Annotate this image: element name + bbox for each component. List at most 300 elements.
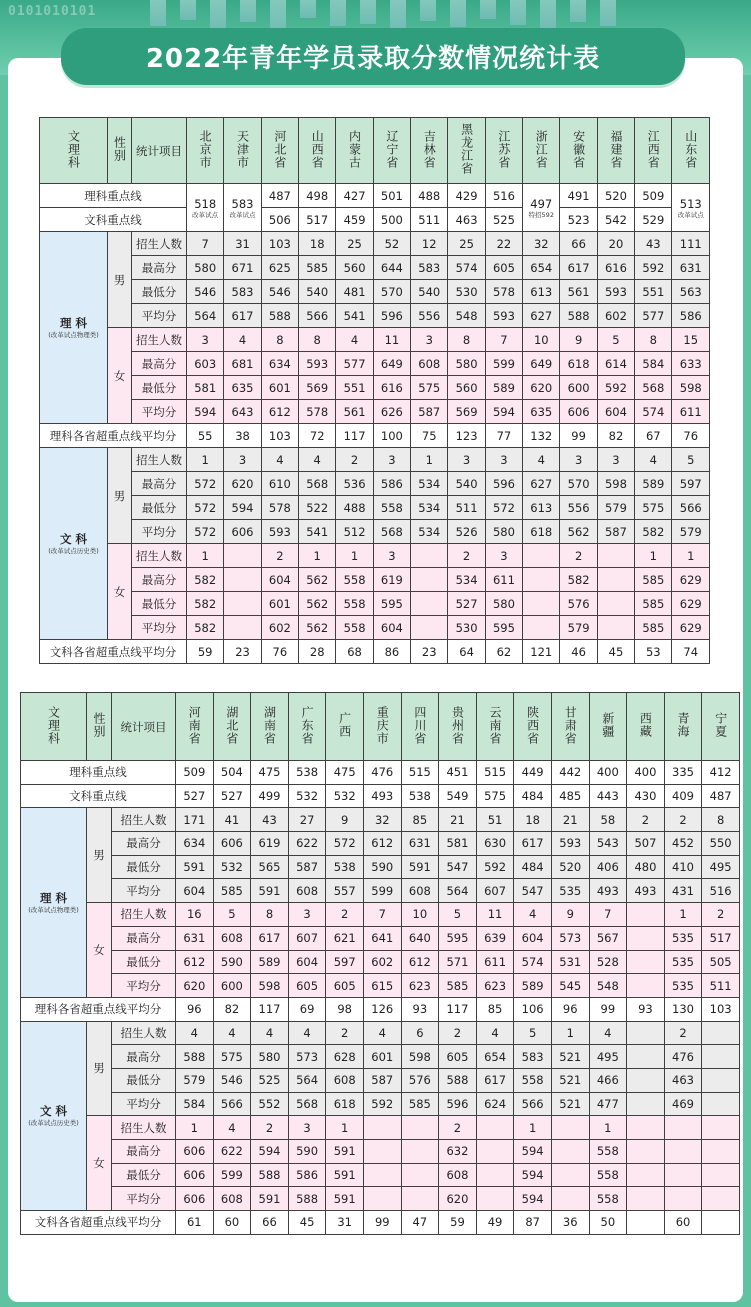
wen-male-value: 526 [448,520,485,544]
wen-male-value: 2 [439,1021,477,1045]
wen-male-value: 572 [187,520,224,544]
li-female-value: 4 [514,903,552,927]
li-key-merged-cell [187,184,224,232]
li-male-value: 495 [702,855,740,879]
li-avg-value: 72 [299,424,336,448]
province-name: 江苏省 [496,129,511,169]
li-female-value [627,950,665,974]
wen-female-value: 530 [448,616,485,640]
stat-label: 最高分 [112,832,176,856]
li-male-value: 85 [401,808,439,832]
li-female-value: 1 [664,903,702,927]
province-header [187,118,224,184]
li-male-value: 43 [251,808,289,832]
li-male-value: 540 [411,280,448,304]
li-male-value: 546 [261,280,298,304]
header-stat: 统计项目 [112,693,176,761]
stat-label: 最高分 [112,926,176,950]
wen-female-value: 2 [448,544,485,568]
wen-female-label: 女 [87,1116,112,1211]
li-female-value: 545 [551,974,589,998]
wen-female-value [597,568,634,592]
wen-female-value [401,1187,439,1211]
wen-avg-value: 50 [589,1211,627,1235]
province-name: 吉林省 [422,129,437,169]
li-male-value: 593 [597,280,634,304]
li-female-value: 623 [401,974,439,998]
wen-female-value: 1 [326,1116,364,1140]
province-header [485,118,522,184]
li-male-value: 547 [439,855,477,879]
province-header [373,118,410,184]
stat-label: 平均分 [132,304,187,328]
wen-female-value: 591 [326,1140,364,1164]
li-male-value: 538 [326,855,364,879]
li-female-value: 3 [187,328,224,352]
li-avg-value: 76 [672,424,710,448]
li-female-value: 634 [261,352,298,376]
li-male-value: 32 [363,808,401,832]
li-female-value: 641 [363,926,401,950]
li-male-value: 563 [672,280,710,304]
stat-label: 最高分 [132,472,187,496]
wen-female-value: 527 [448,592,485,616]
wen-avg-value: 59 [439,1211,477,1235]
li-male-value: 617 [514,832,552,856]
li-male-value: 593 [485,304,522,328]
wen-avg-value: 60 [213,1211,251,1235]
li-key-value: 498 [299,184,336,208]
wen-key-value: 493 [363,784,401,808]
li-female-value: 7 [363,903,401,927]
wen-category-name: 文 科 [39,1104,67,1119]
li-male-value: 31 [224,232,261,256]
wen-female-value: 558 [336,616,373,640]
province-name: 重庆市 [375,705,390,745]
stat-label: 最高分 [132,256,187,280]
li-key-value: 518 [194,196,217,211]
province-name: 宁夏 [713,712,728,738]
li-male-value: 546 [187,280,224,304]
wen-avg-value: 61 [176,1211,214,1235]
li-male-value: 66 [560,232,597,256]
wen-female-value: 591 [251,1187,289,1211]
wen-male-value: 4 [476,1021,514,1045]
wen-female-value: 586 [288,1163,326,1187]
li-male-value: 516 [702,879,740,903]
wen-female-value: 558 [589,1140,627,1164]
wen-key-value: 506 [261,208,298,232]
li-female-value: 578 [299,400,336,424]
wen-key-value: 549 [439,784,477,808]
li-male-value: 608 [401,879,439,903]
li-female-value: 616 [373,376,410,400]
wen-female-value: 591 [326,1187,364,1211]
wen-female-value: 558 [589,1187,627,1211]
wen-female-value: 602 [261,616,298,640]
wen-avg-value: 31 [326,1211,364,1235]
header-gender-text: 性别 [92,712,106,738]
wen-female-value: 585 [635,592,672,616]
header-wenli [40,118,108,184]
wen-avg-value: 47 [401,1211,439,1235]
li-key-value: 509 [176,761,214,785]
li-female-value: 568 [635,376,672,400]
wen-female-value: 562 [299,616,336,640]
wen-female-value: 1 [176,1116,214,1140]
li-male-value: 452 [664,832,702,856]
wen-male-value: 3 [448,448,485,472]
wen-female-value: 534 [448,568,485,592]
wen-avg-value: 45 [597,640,634,664]
wen-male-value: 1 [187,448,224,472]
li-female-value: 569 [448,400,485,424]
wen-avg-value: 46 [560,640,597,664]
li-avg-value: 96 [551,997,589,1021]
wen-avg-value: 66 [251,1211,289,1235]
wen-male-value: 477 [589,1092,627,1116]
li-key-value: 491 [560,184,597,208]
li-key-value: 427 [336,184,373,208]
wen-key-value: 463 [448,208,485,232]
wen-female-value: 588 [288,1187,326,1211]
li-female-value: 593 [299,352,336,376]
li-female-value: 574 [635,400,672,424]
wen-female-value [363,1140,401,1164]
wen-male-value: 4 [363,1021,401,1045]
wen-male-value: 572 [187,496,224,520]
li-avg-value: 100 [373,424,410,448]
wen-female-value [551,1140,589,1164]
wen-female-value: 582 [187,592,224,616]
wen-female-value: 562 [299,568,336,592]
wen-female-value [401,1140,439,1164]
stat-label: 招生人数 [132,328,187,352]
li-male-label: 男 [87,808,112,903]
wen-female-value: 1 [672,544,710,568]
header-stat: 统计项目 [132,118,187,184]
province-name: 湖南省 [262,705,277,745]
li-avg-value: 55 [187,424,224,448]
li-female-label: 女 [108,328,132,424]
li-female-value: 511 [702,974,740,998]
stat-label: 最低分 [112,1163,176,1187]
li-female-value: 604 [597,400,634,424]
province-header [476,693,514,761]
wen-male-value: 6 [401,1021,439,1045]
wen-male-value [627,1092,665,1116]
stat-label: 招生人数 [132,448,187,472]
li-female-value: 9 [560,328,597,352]
province-header [411,118,448,184]
wen-male-value: 589 [635,472,672,496]
li-key-value: 501 [373,184,410,208]
province-header [448,118,485,184]
page-title: 2022年青年学员录取分数情况统计表 [145,44,601,74]
li-male-value: 2 [627,808,665,832]
wen-male-value: 618 [523,520,560,544]
wen-female-value: 2 [261,544,298,568]
wen-male-value: 584 [176,1092,214,1116]
li-male-value: 631 [672,256,710,280]
wen-male-value: 1 [551,1021,589,1045]
li-female-value: 620 [523,376,560,400]
li-avg-value: 82 [213,997,251,1021]
li-male-value: 557 [326,879,364,903]
li-male-value: 566 [299,304,336,328]
li-female-value: 551 [336,376,373,400]
score-table-1 [39,117,710,664]
li-female-value: 614 [597,352,634,376]
li-male-value: 631 [401,832,439,856]
li-male-label: 男 [108,232,132,328]
li-female-value: 612 [261,400,298,424]
province-name: 天津市 [235,129,250,169]
stat-label: 最高分 [132,568,187,592]
wen-male-value: 568 [299,472,336,496]
wen-female-value [523,616,560,640]
wen-female-value [551,1116,589,1140]
li-male-value: 41 [213,808,251,832]
li-female-value: 535 [664,950,702,974]
province-name: 辽宁省 [384,129,399,169]
wen-male-value: 568 [373,520,410,544]
wen-female-value [627,1163,665,1187]
province-header [251,693,289,761]
wen-avg-value: 45 [288,1211,326,1235]
stat-label: 平均分 [132,520,187,544]
li-key-value: 516 [485,184,522,208]
li-key-merged-cell [523,184,560,232]
li-category-name: 理 科 [39,891,67,906]
wen-male-value: 3 [224,448,261,472]
province-name: 北京市 [198,129,213,169]
wen-male-value: 4 [261,448,298,472]
li-male-value: 574 [448,256,485,280]
li-female-value: 631 [176,926,214,950]
wen-female-value [411,544,448,568]
wen-female-value: 595 [373,592,410,616]
wen-avg-label: 文科各省超重点线平均分 [40,640,187,664]
li-female-value [627,903,665,927]
li-key-merged-cell [224,184,261,232]
wen-male-value: 2 [664,1021,702,1045]
wen-female-value [401,1116,439,1140]
wen-male-value: 512 [336,520,373,544]
li-male-value: 585 [299,256,336,280]
li-female-value: 603 [187,352,224,376]
wen-male-value: 586 [373,472,410,496]
li-female-value: 598 [251,974,289,998]
wen-female-value: 594 [514,1163,552,1187]
li-avg-label: 理科各省超重点线平均分 [40,424,187,448]
wen-avg-label: 文科各省超重点线平均分 [21,1211,176,1235]
li-female-value: 575 [411,376,448,400]
wen-female-value: 594 [514,1140,552,1164]
province-header [336,118,373,184]
li-male-value: 12 [411,232,448,256]
li-female-value: 605 [288,974,326,998]
li-female-value: 587 [411,400,448,424]
wen-avg-value: 64 [448,640,485,664]
wen-female-value: 2 [560,544,597,568]
li-female-value: 604 [288,950,326,974]
wen-male-value: 572 [187,472,224,496]
li-male-value: 493 [627,879,665,903]
li-avg-value: 82 [597,424,634,448]
li-key-value: 504 [213,761,251,785]
li-key-label: 理科重点线 [21,761,176,785]
li-category [21,808,87,998]
li-male-value: 596 [373,304,410,328]
province-name: 河南省 [187,705,202,745]
li-female-value: 4 [224,328,261,352]
li-female-value: 16 [176,903,214,927]
wen-male-value: 618 [326,1092,364,1116]
wen-female-value [476,1163,514,1187]
wen-male-label: 男 [87,1021,112,1116]
li-female-value: 581 [187,376,224,400]
wen-male-value: 580 [251,1045,289,1069]
stat-label: 最低分 [132,592,187,616]
stat-label: 最高分 [132,352,187,376]
wen-avg-value: 86 [373,640,410,664]
wen-female-value [411,568,448,592]
li-male-value: 551 [635,280,672,304]
li-female-value: 574 [514,950,552,974]
li-category [40,232,108,424]
wen-female-value [551,1187,589,1211]
wen-key-value: 527 [176,784,214,808]
li-female-value: 561 [336,400,373,424]
wen-male-value: 2 [326,1021,364,1045]
wen-female-value: 582 [187,568,224,592]
li-female-value: 612 [176,950,214,974]
li-male-value: 548 [448,304,485,328]
li-male-value: 520 [551,855,589,879]
li-female-value: 9 [551,903,589,927]
wen-male-value: 511 [448,496,485,520]
wen-female-value [476,1116,514,1140]
wen-female-value [597,592,634,616]
wen-male-value: 540 [448,472,485,496]
province-header [627,693,665,761]
wen-avg-value [627,1211,665,1235]
li-male-value: 103 [261,232,298,256]
score-table-2 [20,692,740,1235]
li-male-value: 592 [476,855,514,879]
wen-female-value: 1 [336,544,373,568]
wen-male-value: 4 [176,1021,214,1045]
li-avg-value: 103 [702,997,740,1021]
li-key-value: 488 [411,184,448,208]
li-female-value: 517 [702,926,740,950]
stat-label: 平均分 [112,974,176,998]
wen-female-value: 629 [672,616,710,640]
li-key-value: 509 [635,184,672,208]
wen-avg-value: 36 [551,1211,589,1235]
li-female-value: 611 [476,950,514,974]
province-name: 云南省 [488,705,503,745]
wen-male-value: 521 [551,1045,589,1069]
wen-female-value: 606 [176,1163,214,1187]
li-female-value: 621 [326,926,364,950]
li-category-note: (改革试点物理类) [28,906,79,915]
li-male-value: 481 [336,280,373,304]
bottom-strip [0,1302,751,1307]
wen-key-value: 542 [597,208,634,232]
wen-male-value: 610 [261,472,298,496]
li-female-value: 2 [702,903,740,927]
wen-avg-value: 68 [336,640,373,664]
stat-label: 最高分 [112,1140,176,1164]
wen-female-value [224,568,261,592]
wen-male-value: 579 [176,1068,214,1092]
wen-female-value: 604 [373,616,410,640]
wen-female-value [702,1163,740,1187]
wen-male-value [702,1092,740,1116]
wen-male-value: 4 [251,1021,289,1045]
li-key-value: 475 [251,761,289,785]
wen-female-value: 606 [176,1140,214,1164]
wen-male-value: 654 [476,1045,514,1069]
li-key-value: 335 [664,761,702,785]
wen-female-value: 579 [560,616,597,640]
li-male-value: 625 [261,256,298,280]
wen-male-value: 566 [213,1092,251,1116]
wen-avg-value: 74 [672,640,710,664]
li-female-value: 598 [672,376,710,400]
wen-female-value [523,568,560,592]
stat-label: 平均分 [112,1092,176,1116]
province-name: 河北省 [272,129,287,169]
wen-male-value [627,1021,665,1045]
stat-label: 平均分 [112,1187,176,1211]
li-male-value: 565 [251,855,289,879]
li-male-value: 599 [363,879,401,903]
li-male-value: 588 [261,304,298,328]
li-female-value: 649 [373,352,410,376]
province-header [560,118,597,184]
li-male-value: 591 [251,879,289,903]
wen-male-value: 4 [635,448,672,472]
li-female-value: 605 [326,974,364,998]
li-male-value: 7 [187,232,224,256]
province-header [299,118,336,184]
province-name: 山西省 [310,129,325,169]
li-male-value: 607 [476,879,514,903]
wen-avg-value: 28 [299,640,336,664]
li-female-value: 567 [589,926,627,950]
wen-female-value: 604 [261,568,298,592]
wen-key-value: 409 [664,784,702,808]
li-male-value: 543 [589,832,627,856]
li-female-value: 10 [523,328,560,352]
li-female-value: 611 [672,400,710,424]
province-name: 陕西省 [525,705,540,745]
header-wenli [21,693,87,761]
province-name: 浙江省 [534,129,549,169]
li-avg-value: 99 [560,424,597,448]
wen-male-value: 624 [476,1092,514,1116]
li-key-merged-cell [672,184,710,232]
wen-female-value: 2 [439,1116,477,1140]
li-male-value: 616 [597,256,634,280]
wen-male-value: 570 [560,472,597,496]
province-header [439,693,477,761]
li-female-value: 626 [373,400,410,424]
li-female-value: 8 [635,328,672,352]
